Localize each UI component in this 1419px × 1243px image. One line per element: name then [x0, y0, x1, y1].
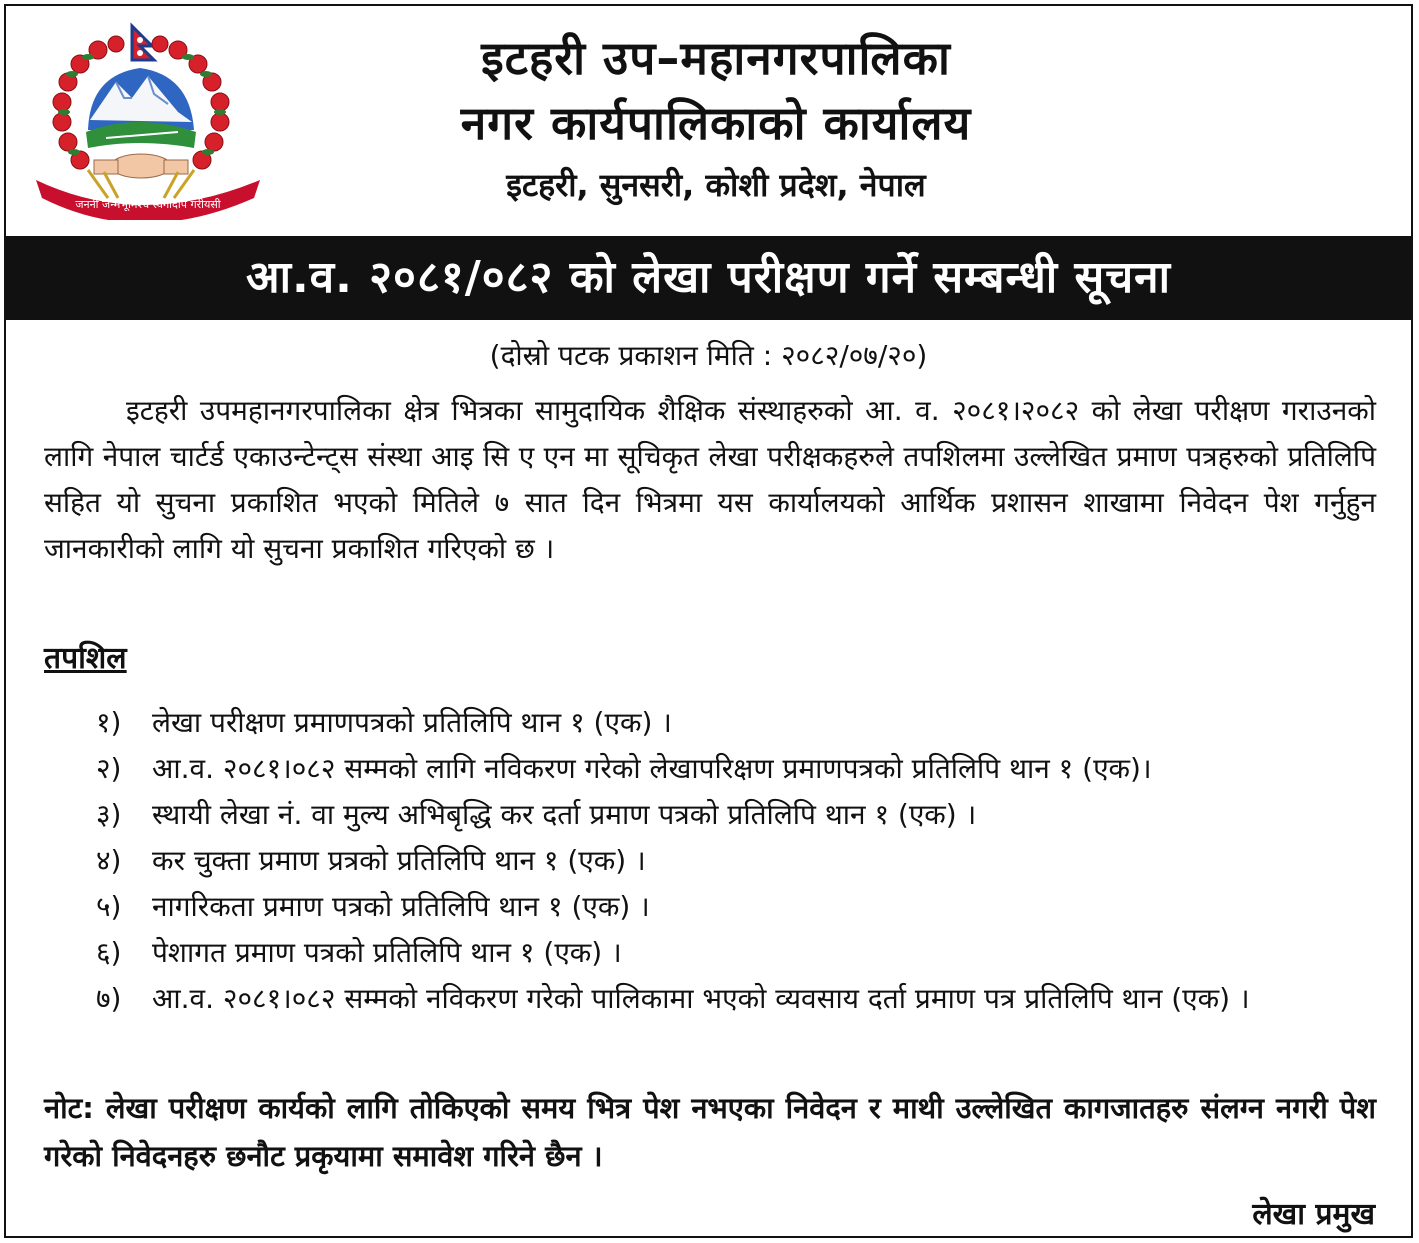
list-item-text: नागरिकता प्रमाण पत्रको प्रतिलिपि थान १ (एक) ।: [152, 890, 650, 923]
list-item-number: ७): [96, 982, 122, 1015]
note-text: नोट: लेखा परीक्षण कार्यको लागि तोकिएको समय भित्र पेश नभएका निवेदन र माथी उल्लेखित कागजातहरु संलग्न नगरी पेश गरेको निवेदनहरु छनौट प्रकृयामा समावेश गरिने छैन ।: [44, 1091, 1376, 1173]
list-item: [96, 746, 1381, 792]
municipality-name: इटहरी उप–महानगरपालिका: [481, 31, 951, 85]
list-item-text: कर चुक्ता प्रमाण प्रत्रको प्रतिलिपि थान १ (एक) ।: [152, 844, 646, 877]
list-item: [96, 700, 1381, 746]
requirement-list: [96, 700, 1381, 1022]
list-item: [96, 930, 1381, 976]
list-item-text: आ.व. २०८१।०८२ सम्मको लागि नविकरण गरेको लेखापरिक्षण प्रमाणपत्रको प्रतिलिपि थान १ (एक)।: [152, 752, 1152, 785]
svg-text:जननी जन्मभूमिश्च स्वर्गादपि गर: जननी जन्मभूमिश्च स्वर्गादपि गरीयसी: [75, 198, 221, 211]
list-item: [96, 976, 1381, 1022]
notice-paragraph: इटहरी उपमहानगरपालिका क्षेत्र भित्रका सामुदायिक शैक्षिक संस्थाहरुको आ. व. २०८१।२०८२ को लेखा परीक्षण गराउनको लागि नेपाल चार्टर्ड एकाउन्टेन्ट्स संस्था आइ सि ए एन मा सूचिकृत लेखा परीक्षकहरुले तपशिलमा उल्लेखित प्रमाण पत्रहरुको प्रतिलिपि सहित यो सुचना प्रकाशित भएको मितिले ७ सात दिन भित्रमा यस कार्यालयको आर्थिक प्रशासन शाखामा निवेदन पेश गर्नुहुन जानकारीको लागि यो सुचना प्रकाशित गरिएको छ ।: [44, 394, 1376, 565]
list-item-number: ६): [96, 936, 122, 969]
list-item-text: आ.व. २०८१।०८२ सम्मको नविकरण गरेको पालिकामा भएको व्यवसाय दर्ता प्रमाण पत्र प्रतिलिपि थान (एक) ।: [152, 982, 1250, 1015]
list-item-number: ४): [96, 844, 122, 877]
list-item: [96, 792, 1381, 838]
list-item-text: लेखा परीक्षण प्रमाणपत्रको प्रतिलिपि थान १ (एक) ।: [152, 706, 672, 739]
publication-date: (दोस्रो पटक प्रकाशन मिति : २०८२/०७/२०): [489, 339, 928, 372]
list-item-number: ३): [96, 798, 122, 831]
header: [6, 6, 1411, 236]
list-item-number: ५): [96, 890, 122, 923]
office-address: इटहरी, सुनसरी, कोशी प्रदेश, नेपाल: [506, 166, 926, 204]
signatory: लेखा प्रमुख: [1252, 1197, 1375, 1232]
list-item-text: पेशागत प्रमाण पत्रको प्रतिलिपि थान १ (एक) ।: [152, 936, 622, 969]
tapshil-heading: तपशिल: [44, 641, 127, 676]
office-titles: [266, 28, 1166, 210]
list-item: [96, 838, 1381, 884]
list-item-number: १): [96, 706, 122, 739]
list-item: [96, 884, 1381, 930]
office-name: नगर कार्यपालिकाको कार्यालय: [460, 96, 972, 150]
list-item-text: स्थायी लेखा नं. वा मुल्य अभिबृद्धि कर दर्ता प्रमाण पत्रको प्रतिलिपि थान १ (एक) ।: [152, 798, 977, 831]
list-item-number: २): [96, 752, 122, 785]
nepal-emblem-icon: [28, 20, 268, 220]
notice-title-banner: आ.व. २०८१/०८२ को लेखा परीक्षण गर्ने सम्बन्धी सूचना: [6, 236, 1411, 320]
notice-frame: [4, 4, 1413, 1238]
